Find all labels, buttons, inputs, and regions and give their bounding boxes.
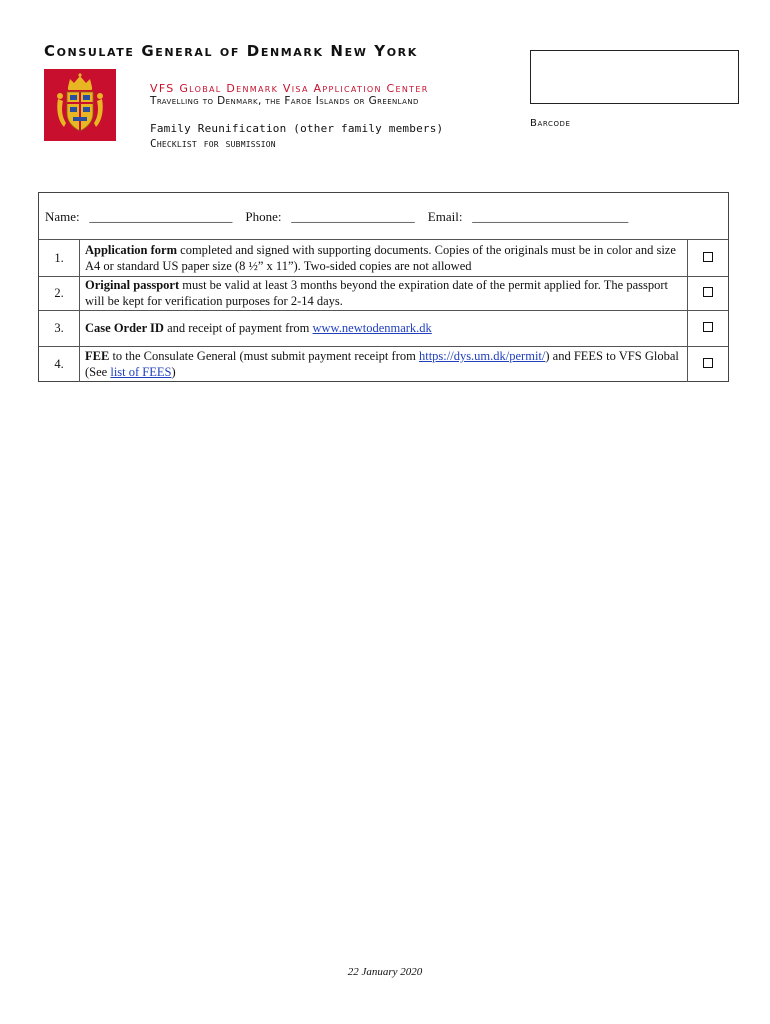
checklist-form bbox=[38, 192, 729, 382]
item-title: Original passport bbox=[85, 278, 180, 292]
item-checkbox[interactable] bbox=[688, 310, 729, 346]
footer-date: 22 January 2020 bbox=[347, 966, 423, 978]
travel-subtitle: Travelling to Denmark, the Faroe Islands or Greenland bbox=[150, 95, 419, 107]
item-text: must be valid at least 3 months beyond the expiration date of the permit applied for. The passport will be kept for verification purposes for 2-14 days. bbox=[85, 278, 669, 308]
item-text: ) and FEES to VFS Global (See bbox=[85, 349, 679, 380]
item-number: 3. bbox=[39, 310, 80, 346]
vfs-center-title: VFS Global Denmark Visa Application Center bbox=[150, 82, 429, 95]
checklist-row bbox=[39, 310, 728, 346]
email-label: Email: bbox=[427, 209, 463, 224]
item-number: 4. bbox=[39, 346, 80, 382]
item-checkbox[interactable] bbox=[688, 276, 729, 310]
phone-field[interactable]: ___________________ bbox=[291, 209, 415, 224]
item-title: Case Order ID bbox=[85, 321, 164, 335]
phone-label: Phone: bbox=[245, 209, 282, 224]
barcode-label: Barcode bbox=[530, 118, 571, 129]
applicant-info-row bbox=[39, 193, 728, 240]
checkbox-icon bbox=[703, 358, 713, 368]
item-number: 1. bbox=[39, 240, 80, 276]
item-text: and receipt of payment from bbox=[163, 321, 313, 335]
item-description bbox=[80, 346, 688, 382]
item-title: FEE bbox=[85, 349, 110, 364]
item-description bbox=[80, 276, 688, 310]
item-text: ) bbox=[171, 365, 176, 380]
dys-permit-link[interactable]: https://dys.um.dk/permit/ bbox=[418, 349, 546, 364]
item-checkbox[interactable] bbox=[688, 346, 729, 382]
fees-list-link[interactable]: list of FEES bbox=[110, 365, 172, 380]
item-text: to the Consulate General (must submit payment receipt from bbox=[109, 349, 419, 364]
item-description bbox=[80, 310, 688, 346]
checklist-row bbox=[39, 276, 728, 310]
item-checkbox[interactable] bbox=[688, 240, 729, 276]
checklist-table bbox=[39, 240, 728, 382]
email-field[interactable]: ________________________ bbox=[472, 209, 629, 224]
newtodenmark-link[interactable]: www.newtodenmark.dk bbox=[312, 321, 432, 335]
checkbox-icon bbox=[703, 287, 713, 297]
danish-coat-of-arms-logo bbox=[44, 69, 116, 141]
name-label: Name: bbox=[45, 209, 80, 224]
checklist-row bbox=[39, 240, 728, 276]
checkbox-icon bbox=[703, 322, 713, 332]
item-number: 2. bbox=[39, 276, 80, 310]
barcode-box bbox=[530, 50, 739, 104]
item-title: Application form bbox=[85, 242, 178, 257]
item-text: completed and signed with supporting documents. Copies of the originals must be in color and size A4 or standard US paper size (8 ½” x 11”). Two-sided copies are not allowed bbox=[85, 242, 676, 273]
family-reunification-title: Family Reunification (other family members) bbox=[150, 122, 444, 135]
item-description bbox=[80, 240, 688, 276]
consulate-title: Consulate General of Denmark New York bbox=[44, 42, 418, 60]
checklist-row bbox=[39, 346, 728, 382]
checkbox-icon bbox=[703, 252, 713, 262]
name-field[interactable]: ______________________ bbox=[89, 209, 233, 224]
checklist-title: Checklist for submission bbox=[150, 137, 276, 150]
